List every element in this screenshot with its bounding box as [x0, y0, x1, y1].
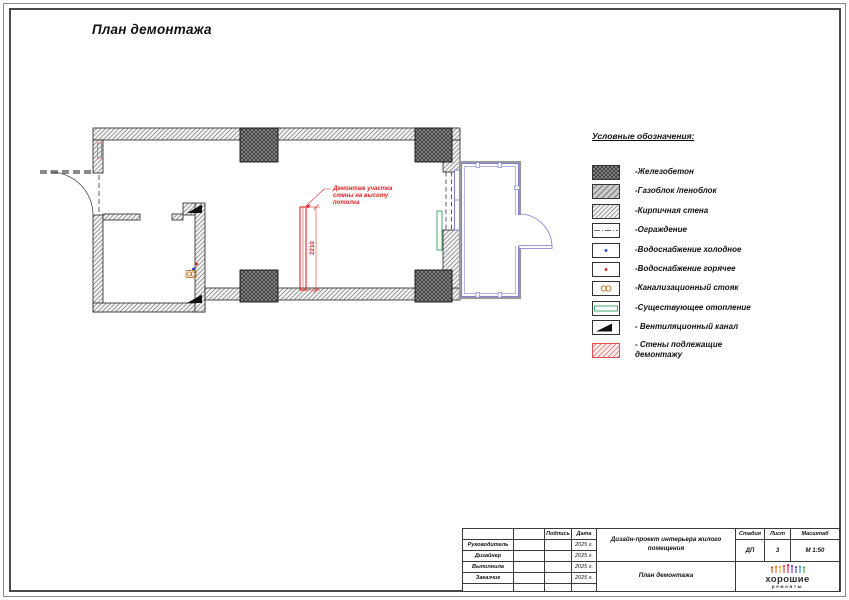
legend-item-label: -Газоблок /пеноблок	[635, 186, 717, 196]
legend-item-fence	[592, 223, 817, 238]
tb-empty	[514, 529, 544, 539]
legend-item-brick	[592, 204, 817, 219]
concrete-column	[415, 270, 452, 302]
concrete-column	[240, 128, 278, 162]
concrete-hatch-icon	[592, 165, 620, 180]
vent-channel-icon	[592, 320, 620, 335]
floor-plan-drawing	[30, 110, 570, 330]
wall-left-lower	[93, 215, 103, 312]
tb-empty	[572, 584, 596, 591]
leader-line	[306, 189, 331, 206]
tb-role-label: Руководитель	[463, 540, 513, 550]
gasblock-hatch-icon	[592, 184, 620, 199]
tb-date-value: 2025 г.	[572, 562, 596, 572]
legend-item-label: -Кирпичная стена	[635, 205, 709, 215]
mullion	[476, 293, 480, 298]
brick-hatch-icon	[592, 204, 620, 219]
legend-item-sewer	[592, 281, 817, 296]
balcony-door-gap	[513, 215, 522, 246]
tb-sheet-header: Лист	[765, 529, 790, 539]
balcony-glazing-inner	[465, 167, 516, 294]
tb-scale-value: М 1:50	[791, 540, 839, 561]
demolition-hatch-icon	[592, 343, 620, 358]
company-logo	[736, 562, 839, 591]
mullion	[476, 163, 480, 168]
tb-sheet-title: План демонтажа	[597, 562, 735, 591]
tb-stage-value: ДП	[736, 540, 764, 561]
tb-signature-header: Подпись	[546, 531, 570, 537]
legend-item-label: -Водоснабжение холодное	[635, 244, 742, 254]
tb-empty	[463, 584, 513, 591]
legend-heading: Условные обозначения:	[592, 131, 695, 141]
existing-heating-icon	[592, 301, 620, 316]
tb-role-label: Дизайнер	[463, 551, 513, 561]
balcony-glazing-outer	[462, 164, 519, 297]
dimension-label: 2210	[310, 241, 316, 255]
entry-door	[40, 172, 99, 215]
page-title: План демонтажа	[92, 22, 212, 37]
legend-item-concrete	[592, 165, 817, 180]
wall-room-top-b	[172, 214, 183, 220]
legend-item-label: -Канализационный стояк	[635, 283, 739, 293]
tb-empty	[514, 573, 544, 583]
concrete-column	[415, 128, 452, 162]
wall-notch	[183, 203, 195, 215]
legend-item-heating	[592, 301, 817, 316]
fence-dashdot-icon	[592, 223, 620, 238]
tb-date-value: 2025 г.	[572, 551, 596, 561]
tb-stage-header: Стадия	[736, 529, 764, 539]
tb-empty	[514, 562, 544, 572]
logo-subtitle: ремонты	[771, 583, 804, 589]
demolition-note	[332, 186, 393, 206]
legend-item-label: -Существующее отопление	[635, 302, 751, 312]
legend-item-gasblock	[592, 184, 817, 199]
tb-date-value: 2025 г.	[572, 540, 596, 550]
legend-item-label: -Железобетон	[635, 167, 694, 177]
tb-signature-cell	[545, 573, 571, 583]
wall-room-bottom	[93, 303, 205, 312]
legend-item-demolition	[592, 340, 817, 362]
radiator-existing-heating	[437, 211, 442, 250]
tb-empty	[514, 551, 544, 561]
tb-date-header: Дата	[572, 529, 596, 539]
svg-text:Демонтаж участка: Демонтаж участка	[333, 186, 393, 192]
tb-empty	[463, 529, 513, 539]
door-swing-arc	[50, 172, 93, 215]
legend-item-hot-water	[592, 262, 817, 277]
legend-item-label: -Ограждение	[635, 225, 687, 235]
svg-text:стены на высоту: стены на высоту	[333, 193, 389, 199]
tb-project-title: Дизайн-проект интерьера жилого помещения	[597, 529, 735, 561]
hot-water-point	[195, 263, 198, 266]
legend-item-label: - Стены подлежащие демонтажу	[635, 339, 723, 360]
hot-water-icon	[592, 262, 620, 277]
tb-signature-cell	[545, 562, 571, 572]
logo-title: хорошие	[765, 573, 810, 585]
legend-item-label: -Водоснабжение горячее	[635, 264, 736, 274]
cold-water-icon	[592, 243, 620, 258]
mullion	[498, 293, 502, 298]
concrete-column	[240, 270, 278, 302]
tb-empty	[514, 540, 544, 550]
tb-empty	[545, 584, 571, 591]
legend	[592, 131, 817, 361]
tb-role-label: Заказчик	[463, 573, 513, 583]
tb-signature-cell	[545, 551, 571, 561]
tb-scale-header: Масштаб	[791, 529, 839, 539]
wall-room-top-a	[103, 214, 140, 220]
mullion	[498, 163, 502, 168]
tb-sheet-value: 3	[765, 540, 790, 561]
balcony-window-opening	[446, 170, 460, 230]
legend-item-cold-water	[592, 243, 817, 258]
columns-concrete	[240, 128, 452, 302]
balcony-door-leaf	[519, 246, 552, 249]
balcony	[460, 162, 552, 298]
legend-item-vent	[592, 320, 817, 335]
demolition-wall-segment	[300, 207, 306, 290]
balcony-outline	[460, 162, 520, 298]
cold-water-point	[192, 268, 195, 271]
svg-text:потолка: потолка	[333, 200, 360, 206]
balcony-door-swing-arc	[519, 214, 552, 247]
title-block	[462, 528, 840, 592]
leader-arrow	[306, 204, 311, 209]
sewer-riser-symbol	[186, 271, 196, 278]
legend-item-label: - Вентиляционный канал	[635, 322, 739, 332]
logo-people-icon	[766, 564, 810, 574]
tb-signature-cell	[545, 540, 571, 550]
legend-rows	[592, 165, 817, 361]
tb-role-label: Выполнила	[463, 562, 513, 572]
mullion	[515, 186, 520, 190]
sewer-riser-icon	[592, 281, 620, 296]
tb-date-value: 2025 г.	[572, 573, 596, 583]
tb-empty	[514, 584, 544, 591]
